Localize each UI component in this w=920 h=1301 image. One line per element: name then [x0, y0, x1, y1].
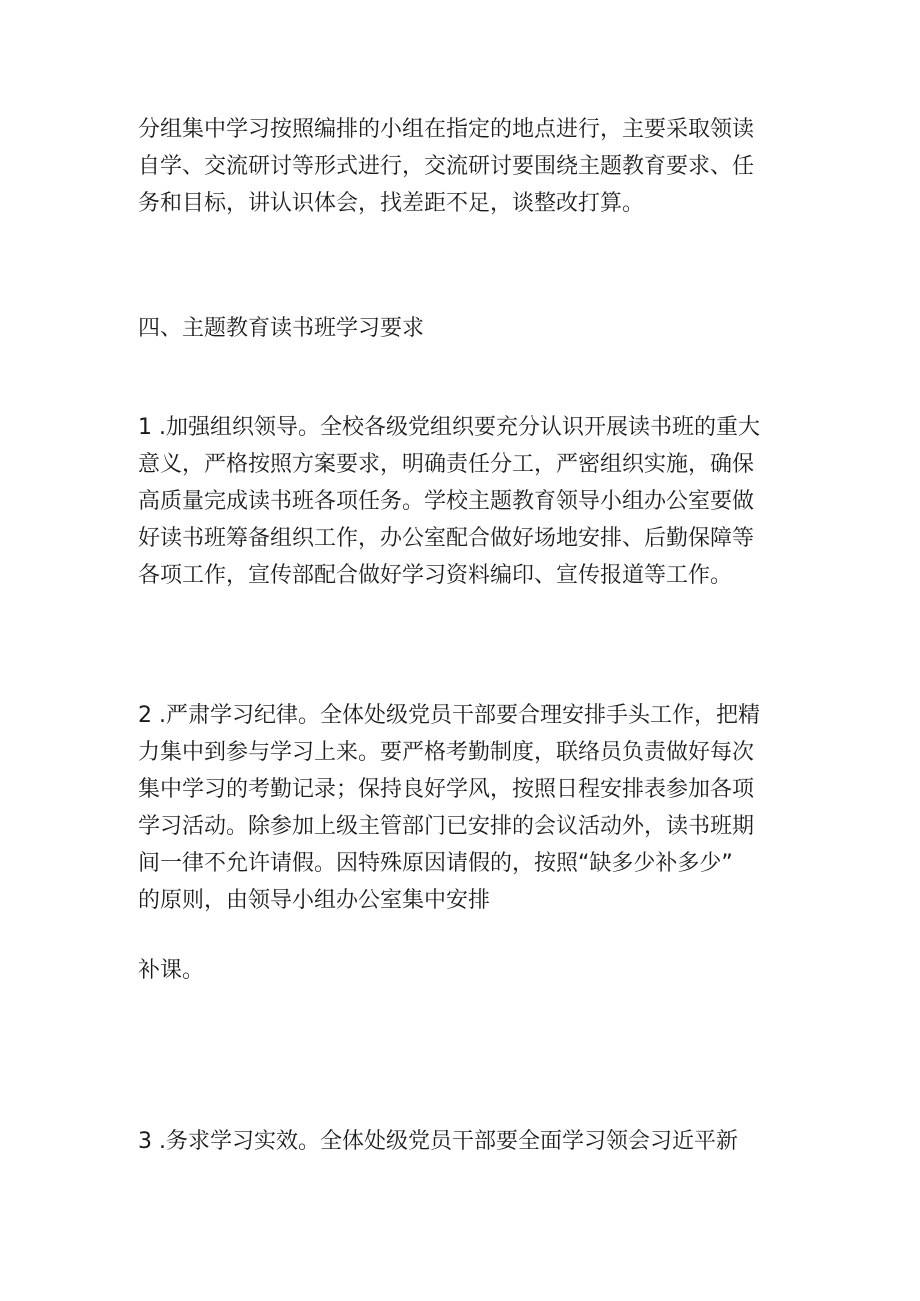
- paragraph-group-study: [138, 111, 788, 222]
- text-line: 3 .务求学习实效。全体处级党员干部要全面学习领会习近平新: [138, 1129, 738, 1154]
- list-item-2-continued: [138, 952, 788, 989]
- section-heading-4: [138, 310, 788, 347]
- text-line: 务和目标，讲认识体会，找差距不足，谈整改打算。: [138, 191, 645, 216]
- text-line: 好读书班筹备组织工作，办公室配合做好场地安排、后勤保障等: [138, 526, 755, 551]
- text-line: 各项工作，宣传部配合做好学习资料编印、宣传报道等工作。: [138, 563, 733, 588]
- text-line: 意义，严格按照方案要求，明确责任分工，严密组织实施，确保: [138, 452, 755, 477]
- text-line: 力集中到参与学习上来。要严格考勤制度，联络员负责做好每次: [138, 740, 755, 765]
- list-item-3: [138, 1123, 788, 1160]
- text-line: 1 .加强组织领导。全校各级党组织要充分认识开展读书班的重大: [138, 415, 760, 440]
- text-line: 高质量完成读书班各项任务。学校主题教育领导小组办公室要做: [138, 489, 755, 514]
- text-line: 分组集中学习按照编排的小组在指定的地点进行，主要采取领读: [138, 117, 755, 142]
- heading-text: 四、主题教育读书班学习要求: [138, 316, 425, 341]
- list-item-1: [138, 409, 788, 594]
- text-line: 补课。: [138, 958, 205, 983]
- text-line: 自学、交流研讨等形式进行，交流研讨要围绕主题教育要求、任: [138, 154, 755, 179]
- text-line: 集中学习的考勤记录；保持良好学风，按照日程安排表参加各项: [138, 777, 755, 802]
- text-line: 2 .严肃学习纪律。全体处级党员干部要合理安排手头工作，把精: [138, 703, 760, 728]
- list-item-2: [138, 697, 788, 919]
- text-line: 间一律不允许请假。因特殊原因请假的，按照“缺多少补多少”: [138, 851, 733, 876]
- text-line: 的原则，由领导小组办公室集中安排: [138, 888, 491, 913]
- text-line: 学习活动。除参加上级主管部门已安排的会议活动外，读书班期: [138, 814, 755, 839]
